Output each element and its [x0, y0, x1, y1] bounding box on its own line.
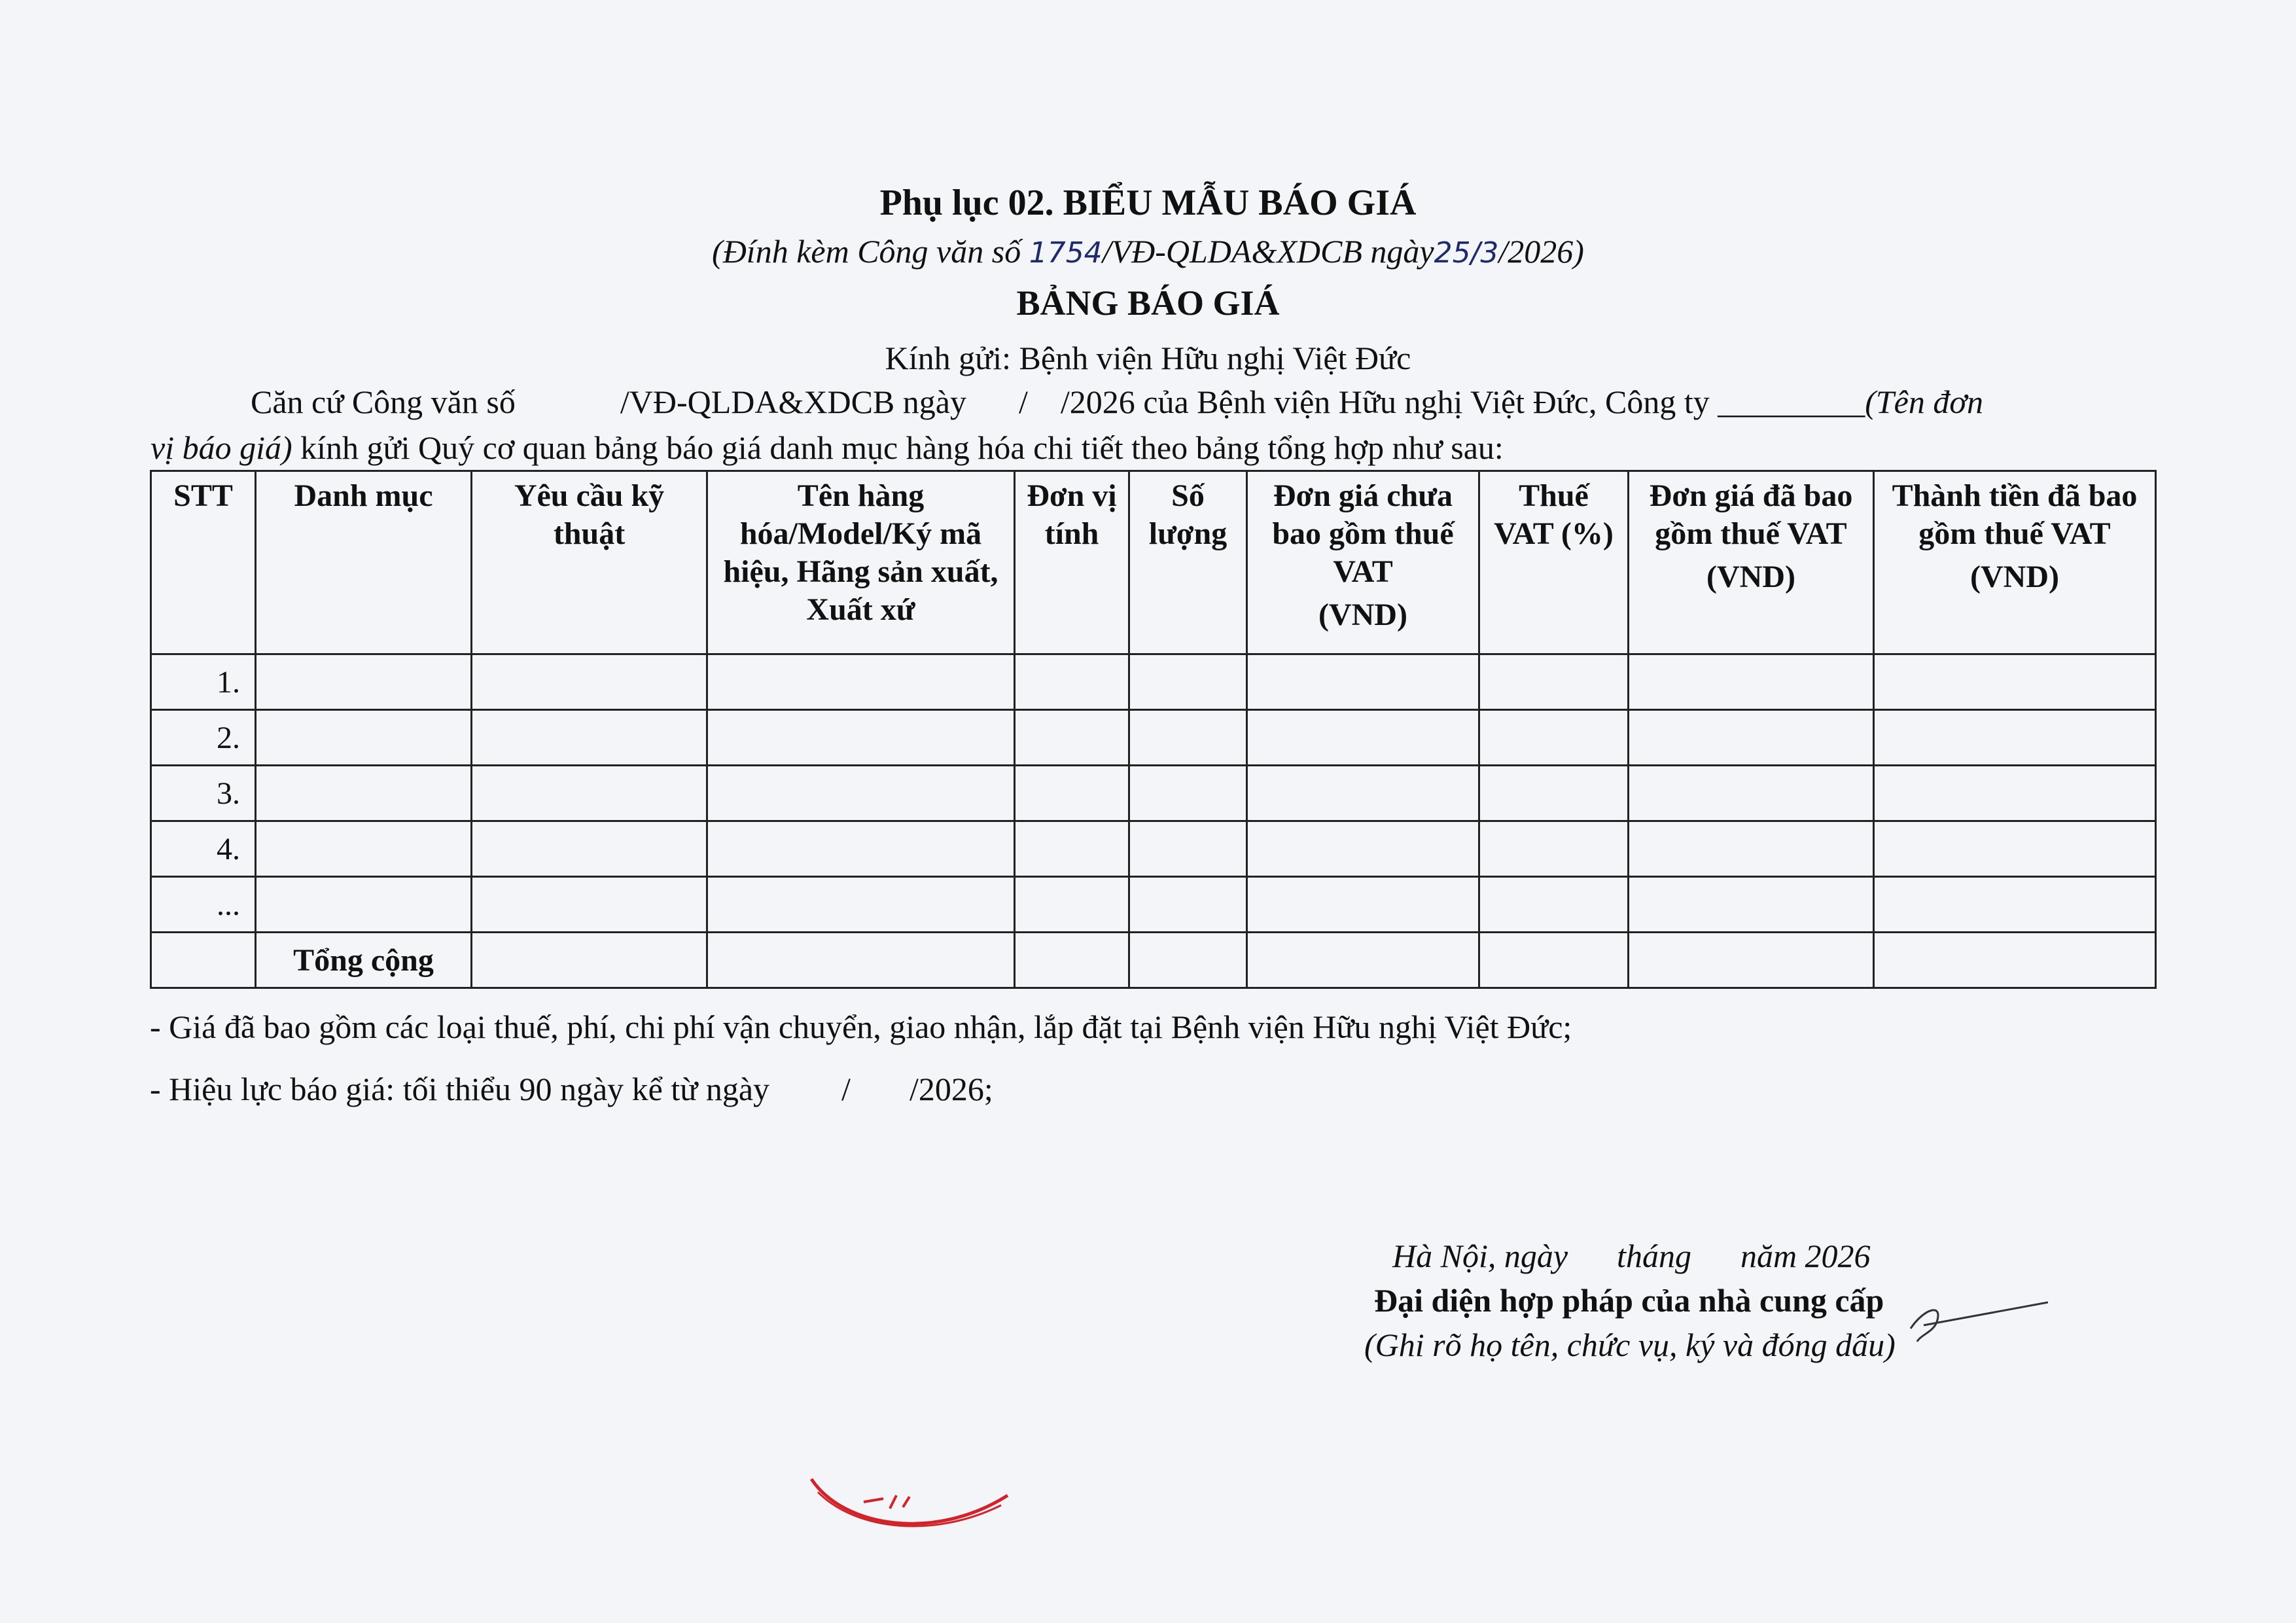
table-cell[interactable] [1874, 821, 2156, 877]
row-number: 4. [151, 821, 256, 877]
table-cell[interactable] [707, 710, 1015, 766]
table-cell[interactable] [1479, 654, 1629, 710]
appendix-title: Phụ lục 02. BIỂU MẪU BÁO GIÁ [879, 183, 1417, 223]
table-cell [151, 933, 256, 988]
table-cell[interactable] [1629, 933, 1874, 988]
row-number: 3. [151, 766, 256, 821]
table-cell[interactable] [1247, 933, 1479, 988]
handwritten-initial-mark [1898, 1289, 2048, 1355]
attachment-reference [0, 232, 2296, 270]
column-header: Đơn giá đã bao gồm thuế VAT (VND) [1629, 471, 1874, 654]
column-header: Yêu cầu kỹ thuật [472, 471, 707, 654]
table-row [151, 654, 2156, 710]
table-cell[interactable] [1247, 877, 1479, 933]
table-cell[interactable] [1015, 766, 1129, 821]
table-cell[interactable] [707, 933, 1015, 988]
table-cell[interactable] [1629, 877, 1874, 933]
column-unit: (VND) [1706, 560, 1795, 594]
table-cell[interactable] [1629, 766, 1874, 821]
table-cell[interactable] [1629, 710, 1874, 766]
table-cell[interactable] [1479, 933, 1629, 988]
table-cell[interactable] [1129, 933, 1247, 988]
note-text: /2026; [909, 1071, 993, 1107]
table-cell[interactable] [1129, 766, 1247, 821]
table-cell[interactable] [1129, 877, 1247, 933]
table-cell[interactable] [256, 710, 472, 766]
column-header: Số lượng [1129, 471, 1247, 654]
table-cell[interactable] [1247, 821, 1479, 877]
recipient-line: Kính gửi: Bệnh viện Hữu nghị Việt Đức [885, 340, 1411, 376]
table-cell[interactable] [1129, 821, 1247, 877]
column-header: Đơn giá chưa bao gồm thuế VAT (VND) [1247, 471, 1479, 654]
table-cell[interactable] [1479, 710, 1629, 766]
table-cell[interactable] [1015, 877, 1129, 933]
intro-line-1 [251, 383, 1983, 421]
attachment-middle: /VĐ-QLDA&XDCB ngày [1102, 233, 1434, 270]
table-cell[interactable] [1874, 710, 2156, 766]
table-cell[interactable] [1247, 710, 1479, 766]
intro-text: Căn cứ Công văn số [251, 383, 516, 420]
column-unit: (VND) [1970, 560, 2059, 594]
intro-text: / [1018, 383, 1028, 420]
column-header: Tên hàng hóa/Model/Ký mã hiệu, Hãng sản xuất, Xuất xứ [707, 471, 1015, 654]
table-cell[interactable] [707, 877, 1015, 933]
table-total-row [151, 933, 2156, 988]
table-cell[interactable] [1015, 654, 1129, 710]
table-cell[interactable] [472, 933, 707, 988]
column-header: Đơn vị tính [1015, 471, 1129, 654]
company-name-blank: _________ [1718, 383, 1865, 420]
table-cell[interactable] [707, 821, 1015, 877]
intro-text: kính gửi Quý cơ quan bảng báo giá danh mục hàng hóa chi tiết theo bảng tổng hợp như sau: [292, 429, 1504, 466]
attachment-prefix: (Đính kèm Công văn số [712, 233, 1029, 270]
total-label: Tổng cộng [256, 933, 472, 988]
table-cell[interactable] [1874, 654, 2156, 710]
table-row [151, 710, 2156, 766]
table-cell[interactable] [472, 766, 707, 821]
table-cell[interactable] [1129, 654, 1247, 710]
handwritten-date: 25/3 [1434, 236, 1499, 270]
row-number: 2. [151, 710, 256, 766]
table-cell[interactable] [707, 766, 1015, 821]
table-cell[interactable] [1874, 766, 2156, 821]
table-cell[interactable] [472, 710, 707, 766]
table-row [151, 766, 2156, 821]
table-cell[interactable] [472, 877, 707, 933]
row-number: 1. [151, 654, 256, 710]
intro-text: /2026 của Bệnh viện Hữu nghị Việt Đức, Công ty [1060, 383, 1710, 420]
table-cell[interactable] [707, 654, 1015, 710]
table-row [151, 877, 2156, 933]
column-header: STT [151, 471, 256, 654]
table-header-row [151, 471, 2156, 654]
intro-hint: vị báo giá) [150, 429, 292, 466]
table-cell[interactable] [1479, 877, 1629, 933]
table-cell[interactable] [472, 821, 707, 877]
table-cell[interactable] [256, 877, 472, 933]
attachment-suffix: /2026) [1498, 233, 1584, 270]
table-cell[interactable] [1015, 710, 1129, 766]
table-cell[interactable] [1479, 766, 1629, 821]
table-cell[interactable] [1629, 654, 1874, 710]
column-header: Thuế VAT (%) [1479, 471, 1629, 654]
signature-place-date: Hà Nội, ngày tháng năm 2026 [1392, 1238, 1871, 1274]
intro-text: /VĐ-QLDA&XDCB ngày [620, 383, 966, 420]
red-stamp-fragment [805, 1469, 1014, 1548]
column-unit: (VND) [1318, 597, 1407, 632]
note-validity [150, 1070, 993, 1108]
note-text: / [841, 1071, 851, 1107]
table-cell[interactable] [472, 654, 707, 710]
table-cell[interactable] [1129, 710, 1247, 766]
table-cell[interactable] [256, 654, 472, 710]
table-cell[interactable] [1479, 821, 1629, 877]
note-price-includes: - Giá đã bao gồm các loại thuế, phí, chi phí vận chuyển, giao nhận, lắp đặt tại Bệnh viện Hữu nghị Việt Đức; [150, 1008, 1572, 1045]
table-cell[interactable] [1629, 821, 1874, 877]
table-cell[interactable] [1874, 933, 2156, 988]
signature-hint: (Ghi rõ họ tên, chức vụ, ký và đóng dấu) [1364, 1327, 1896, 1363]
table-cell[interactable] [256, 821, 472, 877]
row-number: ... [151, 877, 256, 933]
quotation-table [150, 470, 2157, 989]
handwritten-document-number: 1754 [1029, 236, 1103, 270]
table-cell[interactable] [1247, 654, 1479, 710]
table-cell[interactable] [1015, 821, 1129, 877]
column-header: Danh mục [256, 471, 472, 654]
column-header: Thành tiền đã bao gồm thuế VAT (VND) [1874, 471, 2156, 654]
intro-line-2 [150, 429, 1504, 467]
note-text: - Hiệu lực báo giá: tối thiểu 90 ngày kể từ ngày [150, 1071, 770, 1107]
table-cell[interactable] [1015, 933, 1129, 988]
table-cell[interactable] [1874, 877, 2156, 933]
table-row [151, 821, 2156, 877]
table-cell[interactable] [256, 766, 472, 821]
table-cell[interactable] [1247, 766, 1479, 821]
intro-hint: (Tên đơn [1865, 383, 1984, 420]
signature-title: Đại diện hợp pháp của nhà cung cấp [1374, 1282, 1884, 1319]
document-title: BẢNG BÁO GIÁ [1016, 283, 1280, 323]
